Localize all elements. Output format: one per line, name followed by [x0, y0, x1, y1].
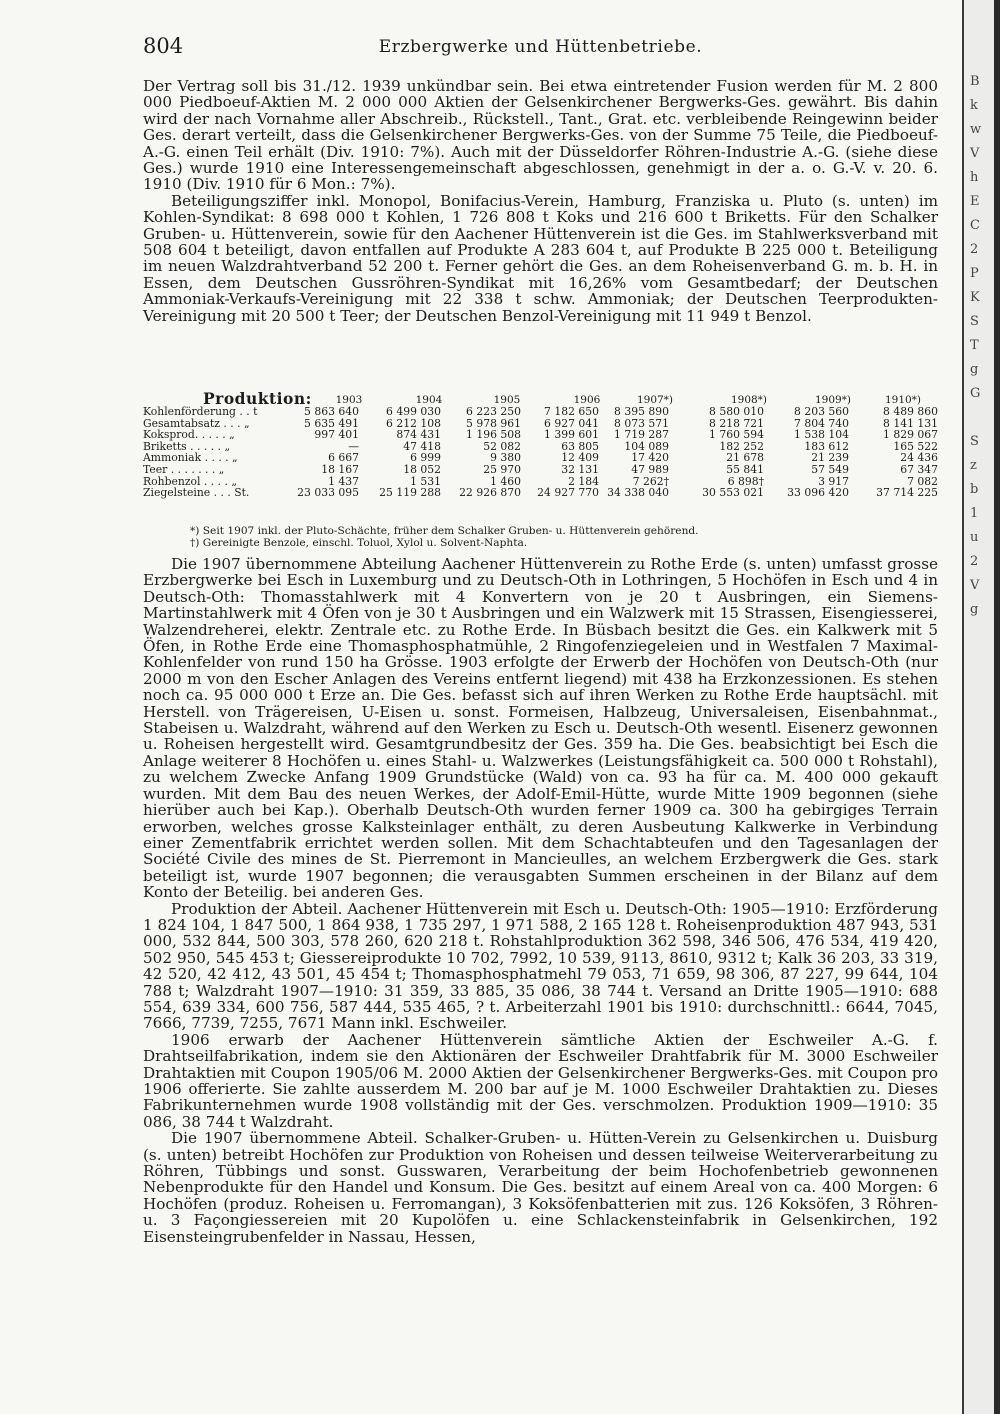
table-cell: — [348, 439, 359, 453]
row-label: Ziegelsteine . . . St. [143, 486, 250, 500]
paragraph: Die 1907 übernommene Abteil. Schalker-Gruben- u. Hütten-Verein zu Gelsenkirchen u. Duisburg (s. unten) betreibt Hochöfen zur Produktion von Roheisen und dessen teilweise Weiterverarbeitung zu Röhren, Tübbings und sonst. Gusswaren, Verarbeitung der beim Hochofenbetrieb gewonnenen Nebenprodukte für den Handel und Konsum. Die Ges. besitzt auf einem Areal von ca. 400 Morgen: 6 Hochöfen (produz. Roheisen u. Ferromangan), 3 Koksöfenbatterien mit zus. 126 Koksöfen, 3 Röhren- u. 3 Façongiessereien mit 20 Kupolöfen u. eine Schlackensteinfabrik in Gelsenkirchen, 192 Eisensteingrubenfelder in Nassau, Hessen, [143, 1129, 938, 1246]
table-cell: 5 978 961 [466, 416, 521, 430]
table-cell: 17 420 [631, 451, 669, 465]
table-cell: 8 580 010 [709, 405, 764, 418]
table-cell: 18 052 [403, 462, 441, 476]
table-cell: 9 380 [490, 451, 521, 465]
table-cell: 57 549 [811, 462, 849, 476]
row-label: Koksprod. . . . . „ [143, 428, 235, 442]
table-cell: 34 338 040 [607, 486, 669, 500]
table-cell: 30 553 021 [702, 486, 764, 500]
page-number: 804 [143, 34, 184, 58]
production-label: Produktion: [203, 389, 312, 408]
table-cell: 55 841 [726, 462, 764, 476]
table-cell: 25 970 [483, 462, 521, 476]
table-row [143, 406, 938, 418]
table-cell: 6 212 108 [386, 416, 441, 430]
table-cell: 6 898† [727, 474, 764, 488]
table-cell: 8 218 721 [709, 416, 764, 430]
year-header: 1905 [493, 394, 521, 406]
table-cell: 47 989 [631, 462, 669, 476]
footnote: *) Seit 1907 inkl. der Pluto-Schächte, früher dem Schalker Gruben- u. Hüttenverein gehörend. [190, 525, 699, 537]
running-title: Erzbergwerke und Hüttenbetriebe. [378, 37, 703, 57]
paragraph: Die 1907 übernommene Abteilung Aachener Hüttenverein zu Rothe Erde (s. unten) umfasst grosse Erzbergwerke bei Esch in Luxemburg und zu Deutsch-Oth in Lothringen, 5 Hochöfen in Esch und 4 in Deutsch-Oth: Thomasstahlwerk mit 4 Konvertern von je 20 t Ausbringen, ein Siemens-Martinstahlwerk mit 4 Öfen von je 30 t Ausbringen und ein Walzwerk mit 15 Strassen, Eisengiesserei, Walzendreherei, elektr. Zentrale etc. zu Rothe Erde. In Büsbach besitzt die Ges. ein Kalkwerk mit 5 Öfen, in Rothe Erde eine Thomasphosphatmühle, 2 Ringofenziegeleien und in Westfalen 7 Maximal-Kohlenfelder von rund 150 ha Grösse. 1903 erfolgte der Erwerb der Hochöfen von Deutsch-Oth (nur 2000 m von den Escher Anlagen des Vereins entfernt liegend) mit 438 ha Erzkonzessionen. Es stehen noch ca. 95 000 000 t Erze an. Die Ges. befasst sich auf ihren Werken zu Rothe Erde hauptsächl. mit Herstell. von Trägereisen, U-Eisen u. sonst. Formeisen, Halbzeug, Universaleisen, Eisenbahnmat., Stabeisen u. Walzdraht, während auf den Werken zu Esch u. Deutsch-Oth wesentl. Eisenerz gewonnen u. Roheisen hergestellt wird. Gesamtgrundbesitz der Ges. 359 ha. Die Ges. beabsichtigt bei Esch die Anlage weiterer 8 Hochöfen u. eines Stahl- u. Walzwerkes (Leistungsfähigkeit ca. 500 000 t Rohstahl), zu welchem Zwecke Anfang 1909 Grundstücke (Wald) von ca. 93 ha für ca. M. 400 000 gekauft wurden. Mit dem Bau des neuen Werkes, der Adolf-Emil-Hütte, wurde Mitte 1909 begonnen (siehe hierüber auch bei Kap.). Oberhalb Deutsch-Oth wurden ferner 1909 ca. 300 ha gebirgiges Terrain erworben, welches grosse Kalksteinlager enthält, zu deren Ausbeutung Kalkwerke in Verbindung einer Zementfabrik errichtet werden sollen. Mit dem Schachtabteufen und den Tagesanlagen der Société Civile des mines de St. Pierremont in Mancieulles, an welchem Erzbergwerk die Ges. stark beteiligt ist, wurde 1907 begonnen; die verausgabten Summen erscheinen in der Bilanz auf dem Konto der Beteilig. bei anderen Ges. [143, 555, 938, 902]
table-cell: 8 141 131 [883, 416, 938, 430]
table-cell: 25 119 288 [379, 486, 441, 500]
adjacent-page-edge [962, 0, 1000, 1414]
table-cell: 165 522 [893, 439, 938, 453]
table-cell: 7 182 650 [544, 405, 599, 418]
year-header: 1907*) [636, 394, 674, 406]
table-cell: 1 196 508 [466, 428, 521, 442]
year-header: 1903 [335, 394, 363, 406]
paragraph: Der Vertrag soll bis 31./12. 1939 unkündbar sein. Bei etwa eintretender Fusion werden für M. 2 800 000 Piedboeuf-Aktien M. 2 000 000 Aktien der Gelsenkirchener Bergwerks-Ges. gewährt. Bis dahin wird der nach Vornahme aller Abschreib., Rückstell., Tant., Grat. etc. verbleibende Reingewinn beider Ges. derart verteilt, dass die Gelsenkirchener Bergwerks-Ges. von der Summe 75 Teile, die Piedboeuf-A.-G. einen Teil erhält (Div. 1910: 7%). Auch mit der Düsseldorfer Röhren-Industrie A.-G. (siehe diese Ges.) wurde 1910 eine Interessengemeinschaft abgeschlossen, genehmigt in der a. o. G.-V. v. 20. 6. 1910 (Div. 1910 für 6 Mon.: 7%). [143, 77, 938, 194]
table-cell: 6 499 030 [386, 405, 441, 418]
binding-shadow [994, 0, 1000, 1414]
page-header [143, 34, 938, 62]
row-label: Briketts . . . . . „ [143, 439, 231, 453]
table-cell: 33 096 420 [787, 486, 849, 500]
table-cell: 1 399 601 [544, 428, 599, 442]
table-cell: 12 409 [561, 451, 599, 465]
table-cell: 6 667 [328, 451, 359, 465]
table-cell: 23 033 095 [297, 486, 359, 500]
year-header: 1904 [415, 394, 443, 406]
table-cell: 63 805 [561, 439, 599, 453]
table-cell: 1 760 594 [709, 428, 764, 442]
table-cell: 24 927 770 [537, 486, 599, 500]
main-text [143, 556, 938, 1245]
paragraph: 1906 erwarb der Aachener Hüttenverein sämtliche Aktien der Eschweiler A.-G. f. Drahtseilfabrikation, indem sie den Aktionären der Eschweiler Drahtfabrik für M. 3000 Eschweiler Drahtaktien mit Coupon 1905/06 M. 2000 Aktien der Gelsenkirchener Bergwerks-Ges. mit Coupon pro 1906 offerierte. Sie zahlte ausserdem M. 200 bar auf je M. 1000 Eschweiler Drahtaktien zu. Dieses Fabrikunternehmen wurde 1908 vollständig mit der Ges. verschmolzen. Produktion 1909—1910: 35 086, 38 744 t Walzdraht. [143, 1030, 938, 1131]
table-cell: 1 719 287 [614, 428, 669, 442]
table-cell: 1 531 [410, 474, 441, 488]
year-header: 1908*) [730, 394, 768, 406]
table-cell: 7 262† [632, 474, 669, 488]
table-cell: 1 829 067 [883, 428, 938, 442]
table-cell: 183 612 [804, 439, 849, 453]
table-cell: 997 401 [314, 428, 359, 442]
table-cell: 8 395 890 [614, 405, 669, 418]
table-row [143, 464, 938, 476]
table-cell: 22 926 870 [459, 486, 521, 500]
table-cell: 47 418 [403, 439, 441, 453]
row-label: Kohlenförderung . . t [143, 405, 258, 418]
footnote: †) Gereinigte Benzole, einschl. Toluol, Xylol u. Solvent-Naphta. [190, 537, 528, 549]
table-cell: 8 073 571 [614, 416, 669, 430]
intro-text [143, 78, 938, 324]
year-header: 1909*) [814, 394, 852, 406]
table-cell: 1 437 [328, 474, 359, 488]
table-cell: 67 347 [900, 462, 938, 476]
table-row [143, 487, 938, 499]
table-cell: 1 538 104 [794, 428, 849, 442]
table-cell: 21 678 [726, 451, 764, 465]
table-cell: 6 927 041 [544, 416, 599, 430]
row-label: Ammoniak . . . . „ [143, 451, 238, 465]
table-cell: 7 804 740 [794, 416, 849, 430]
table-cell: 874 431 [396, 428, 441, 442]
table-cell: 6 999 [410, 451, 441, 465]
table-cell: 6 223 250 [466, 405, 521, 418]
table-cell: 104 089 [624, 439, 669, 453]
table-cell: 21 239 [811, 451, 849, 465]
table-cell: 8 203 560 [794, 405, 849, 418]
table-cell: 5 863 640 [304, 405, 359, 418]
table-cell: 24 436 [900, 451, 938, 465]
edge-fragments: B k w V h E C 2 P K S T g G S z b 1 u 2 V g [970, 74, 982, 617]
table-cell: 8 489 860 [883, 405, 938, 418]
table-cell: 37 714 225 [876, 486, 938, 500]
production-footnotes [190, 525, 935, 549]
production-table [143, 406, 938, 499]
table-cell: 5 635 491 [304, 416, 359, 430]
row-label: Rohbenzol . . . . „ [143, 474, 237, 488]
table-cell: 32 131 [561, 462, 599, 476]
year-header: 1906 [573, 394, 601, 406]
table-cell: 7 082 [907, 474, 938, 488]
paragraph: Produktion der Abteil. Aachener Hüttenverein mit Esch u. Deutsch-Oth: 1905—1910: Erzförderung 1 824 104, 1 847 500, 1 864 938, 1 735 297, 1 971 588, 2 165 128 t. Roheisenproduktion 487 943, 531 000, 532 844, 500 303, 578 260, 620 218 t. Rohstahlproduktion 362 598, 346 506, 476 534, 419 420, 502 950, 545 453 t; Giessereiprodukte 10 702, 7992, 10 539, 9113, 8610, 9312 t; Kalk 36 203, 33 319, 42 520, 42 412, 43 501, 45 454 t; Thomasphosphatmehl 79 053, 71 659, 98 306, 87 227, 99 644, 104 788 t; Walzdraht 1907—1910: 31 359, 33 885, 35 086, 38 744 t. Versand an Dritte 1905—1910: 688 554, 639 334, 600 756, 587 444, 535 465, ? t. Arbeiterzahl 1901 bis 1910: durchschnittl.: 6644, 7045, 7666, 7739, 7255, 7671 Mann inkl. Eschweiler. [143, 899, 938, 1033]
table-cell: 52 082 [483, 439, 521, 453]
table-cell: 1 460 [490, 474, 521, 488]
row-label: Gesamtabsatz . . . „ [143, 416, 250, 430]
table-cell: 2 184 [568, 474, 599, 488]
table-cell: 182 252 [719, 439, 764, 453]
paragraph: Beteiligungsziffer inkl. Monopol, Bonifacius-Verein, Hamburg, Franziska u. Pluto (s. unten) im Kohlen-Syndikat: 8 698 000 t Kohlen, 1 726 808 t Koks und 216 600 t Briketts. Für den Schalker Gruben- u. Hüttenverein, sowie für den Aachener Hüttenverein ist die Ges. im Stahlwerksverband mit 508 604 t beteiligt, davon entfallen auf Produkte A 283 604 t, auf Produkte B 225 000 t. Beteiligung im neuen Walzdrahtverband 52 200 t. Ferner gehört die Ges. an dem Roheisenverband G. m. b. H. in Essen, dem Deutschen Gussröhren-Syndikat mit 16,26% vom Gesamtbedarf; der Deutschen Ammoniak-Verkaufs-Vereinigung mit 22 338 t schw. Ammoniak; der Deutschen Teerprodukten-Vereinigung mit 20 500 t Teer; der Deutschen Benzol-Vereinigung mit 11 949 t Benzol. [143, 191, 938, 325]
table-cell: 18 167 [321, 462, 359, 476]
row-label: Teer . . . . . . . „ [143, 462, 225, 476]
table-cell: 3 917 [818, 474, 849, 488]
year-header: 1910*) [884, 394, 922, 406]
